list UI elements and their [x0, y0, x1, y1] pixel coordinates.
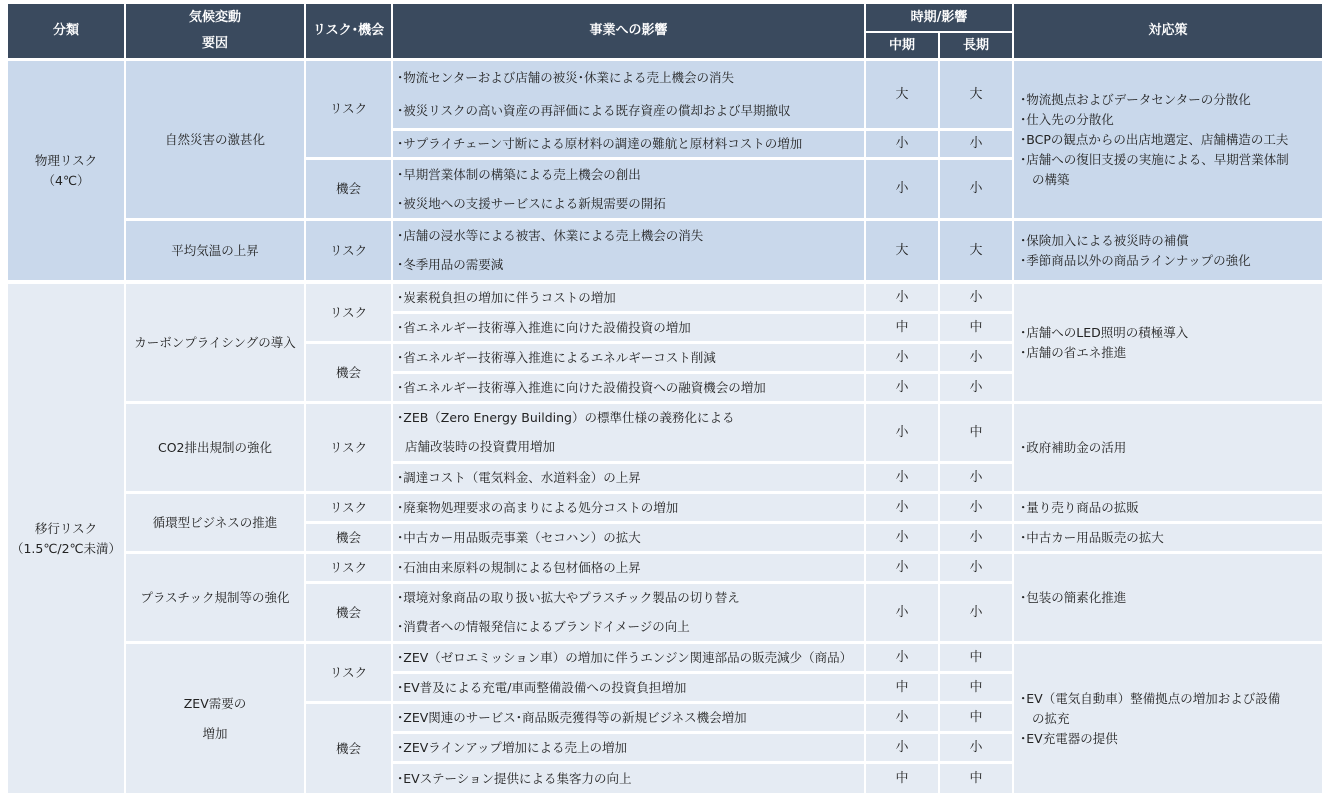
impact-mid: 小 [866, 344, 938, 371]
impact-long: 大 [940, 221, 1012, 280]
header-mid-term: 中期 [866, 33, 938, 58]
impact-cell: ･物流センターおよび店舗の被災･休業による売上機会の消失 ･被災リスクの高い資産の再評価による既存資産の償却および早期撤収 [393, 61, 864, 128]
impact-cell: ･ZEV（ゼロエミッション車）の増加に伴うエンジン関連部品の販売減少（商品） [393, 644, 864, 671]
factor-plastic-regulation: プラスチック規制等の強化 [126, 554, 304, 641]
header-business-impact: 事業への影響 [393, 4, 864, 58]
countermeasures-cell: ･保険加入による被災時の補償 ･季節商品以外の商品ラインナップの強化 [1014, 221, 1322, 280]
type-risk: リスク [306, 554, 391, 581]
countermeasures-cell: ･包装の簡素化推進 [1014, 554, 1322, 641]
header-countermeasures: 対応策 [1014, 4, 1322, 58]
impact-cell: ･省エネルギー技術導入推進に向けた設備投資の増加 [393, 314, 864, 341]
impact-long: 小 [940, 284, 1012, 311]
impact-long: 小 [940, 160, 1012, 218]
impact-long: 小 [940, 734, 1012, 761]
header-climate-factor: 気候変動 要因 [126, 4, 304, 58]
impact-mid: 中 [866, 314, 938, 341]
countermeasures-cell: ･政府補助金の活用 [1014, 404, 1322, 491]
impact-long: 中 [940, 764, 1012, 793]
type-risk: リスク [306, 404, 391, 491]
impact-long: 中 [940, 404, 1012, 461]
impact-mid: 小 [866, 404, 938, 461]
factor-circular-business: 循環型ビジネスの推進 [126, 494, 304, 551]
impact-long: 小 [940, 464, 1012, 491]
impact-cell: ･省エネルギー技術導入推進によるエネルギーコスト削減 [393, 344, 864, 371]
impact-cell: ･店舗の浸水等による被害、休業による売上機会の消失 ･冬季用品の需要減 [393, 221, 864, 280]
type-opportunity: 機会 [306, 584, 391, 641]
impact-mid: 小 [866, 554, 938, 581]
impact-mid: 小 [866, 524, 938, 551]
type-risk: リスク [306, 284, 391, 341]
factor-natural-disasters: 自然災害の激甚化 [126, 61, 304, 218]
impact-cell: ･石油由来原料の規制による包材価格の上昇 [393, 554, 864, 581]
factor-co2-regulation: CO2排出規制の強化 [126, 404, 304, 491]
type-risk: リスク [306, 61, 391, 157]
impact-mid: 小 [866, 160, 938, 218]
impact-mid: 小 [866, 374, 938, 401]
category-transition-risk: 移行リスク （1.5℃/2℃未満） [8, 284, 124, 793]
impact-long: 大 [940, 61, 1012, 128]
impact-long: 小 [940, 524, 1012, 551]
impact-cell: ･調達コスト（電気料金、水道料金）の上昇 [393, 464, 864, 491]
impact-long: 中 [940, 704, 1012, 731]
type-risk: リスク [306, 221, 391, 280]
factor-avg-temperature: 平均気温の上昇 [126, 221, 304, 280]
impact-long: 小 [940, 584, 1012, 641]
impact-cell: ･炭素税負担の増加に伴うコストの増加 [393, 284, 864, 311]
impact-mid: 中 [866, 764, 938, 793]
impact-cell: ･廃棄物処理要求の高まりによる処分コストの増加 [393, 494, 864, 521]
header-long-term: 長期 [940, 33, 1012, 58]
impact-long: 小 [940, 344, 1012, 371]
countermeasures-cell: ･店舗へのLED照明の積極導入 ･店舗の省エネ推進 [1014, 284, 1322, 401]
impact-cell: ･ZEB（Zero Energy Building）の標準仕様の義務化による 店舗改装時の投資費用増加 [393, 404, 864, 461]
impact-long: 中 [940, 644, 1012, 671]
impact-mid: 中 [866, 674, 938, 701]
impact-mid: 小 [866, 584, 938, 641]
impact-long: 中 [940, 674, 1012, 701]
impact-mid: 小 [866, 734, 938, 761]
type-opportunity: 機会 [306, 524, 391, 551]
impact-long: 小 [940, 374, 1012, 401]
impact-mid: 小 [866, 494, 938, 521]
header-period-impact: 時期/影響 [866, 4, 1012, 31]
impact-long: 小 [940, 494, 1012, 521]
type-risk: リスク [306, 644, 391, 701]
impact-cell: ･中古カー用品販売事業（セコハン）の拡大 [393, 524, 864, 551]
countermeasures-cell: ･量り売り商品の拡販 [1014, 494, 1322, 521]
type-opportunity: 機会 [306, 344, 391, 401]
impact-cell: ･EVステーション提供による集客力の向上 [393, 764, 864, 793]
impact-mid: 小 [866, 284, 938, 311]
countermeasures-cell: ･EV（電気自動車）整備拠点の増加および設備 の拡充 ･EV充電器の提供 [1014, 644, 1322, 793]
impact-long: 小 [940, 131, 1012, 157]
countermeasures-cell: ･中古カー用品販売の拡大 [1014, 524, 1322, 551]
impact-cell: ･省エネルギー技術導入推進に向けた設備投資への融資機会の増加 [393, 374, 864, 401]
impact-long: 中 [940, 314, 1012, 341]
impact-cell: ･ZEV関連のサービス･商品販売獲得等の新規ビジネス機会増加 [393, 704, 864, 731]
factor-carbon-pricing: カーボンプライシングの導入 [126, 284, 304, 401]
header-risk-opportunity: リスク･機会 [306, 4, 391, 58]
impact-mid: 小 [866, 131, 938, 157]
impact-mid: 小 [866, 464, 938, 491]
impact-cell: ･早期営業体制の構築による売上機会の創出 ･被災地への支援サービスによる新規需要の開拓 [393, 160, 864, 218]
impact-mid: 大 [866, 221, 938, 280]
impact-cell: ･環境対象商品の取り扱い拡大やプラスチック製品の切り替え ･消費者への情報発信によるブランドイメージの向上 [393, 584, 864, 641]
type-opportunity: 機会 [306, 160, 391, 218]
category-physical-risk: 物理リスク （4℃） [8, 61, 124, 280]
type-opportunity: 機会 [306, 704, 391, 793]
impact-mid: 大 [866, 61, 938, 128]
impact-mid: 小 [866, 704, 938, 731]
impact-cell: ･ZEVラインアップ増加による売上の増加 [393, 734, 864, 761]
impact-mid: 小 [866, 644, 938, 671]
factor-zev-demand: ZEV需要の 増加 [126, 644, 304, 793]
impact-cell: ･EV普及による充電/車両整備設備への投資負担増加 [393, 674, 864, 701]
type-risk: リスク [306, 494, 391, 521]
impact-long: 小 [940, 554, 1012, 581]
countermeasures-cell: ･物流拠点およびデータセンターの分散化 ･仕入先の分散化 ･BCPの観点からの出店地選定、店舗構造の工夫 ･店舗への復旧支援の実施による、早期営業体制 の構築 [1014, 61, 1322, 218]
impact-cell: ･サプライチェーン寸断による原材料の調達の難航と原材料コストの増加 [393, 131, 864, 157]
header-category: 分類 [8, 4, 124, 58]
